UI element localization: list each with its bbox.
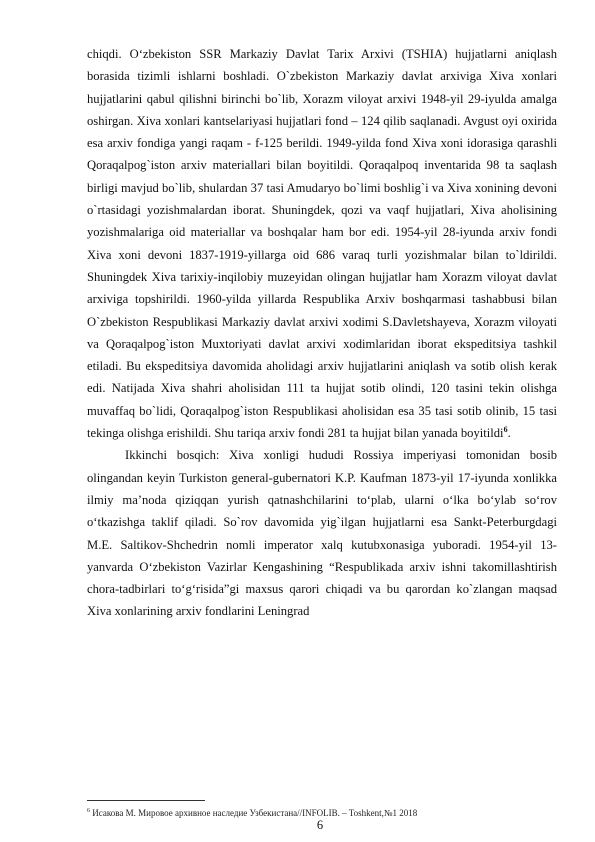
paragraph-1-text: chiqdi. O‘zbekiston SSR Markaziy Davlat Tarix Arxivi (TSHIA) hujjatlarni aniqlash borasida tizimli ishlarni boshladi. O`zbekiston Markaziy davlat arxiviga Xiva xonlari hujjatlarini qabul qilishni birinchi bo`lib, Xorazm viloyat arxivi 1948-yil 29-iyulda amalga oshirgan. Xiva xonlari kantselariyasi hujjatlari fond – 124 qilib saqlanadi. Avgust oyi oxirida esa arxiv fondiga yangi raqam - f-125 berildi. 1949-yilda fond Xiva xoni idorasiga qarashli Qoraqalpog`iston arxiv materiallari bilan boyitildi. Qoraqalpoq inventarida 98 ta saqlash birligi mavjud bo`lib, shulardan 37 tasi Amudaryo bo`limi boshlig`i va Xiva xonining devoni o`rtasidagi yozishmalardan iborat. Shuningdek, qozi va vaqf hujjatlari, Xiva aholisining yozishmalariga oid materiallar va boshqalar ham bor edi. 1954-yil 28-iyunda arxiv fondi Xiva xoni devoni 1837-1919-yillarga oid 686 varaq turli yozishmalar bilan to`ldirildi. Shuningdek Xiva tarixiy-inqilobiy muzeyidan olingan hujjatlar ham Xorazm viloyat davlat arxiviga topshirildi. 1960-yilda yillarda Respublika Arxiv boshqarmasi tashabbusi bilan O`zbekiston Respublikasi Markaziy davlat arxivi xodimi S.Davletshayeva, Xorazm viloyati va Qoraqalpog`iston Muxtoriyati davlat arxivi xodimlaridan iborat ekspeditsiya tashkil etiladi. Bu ekspeditsiya davomida aholidagi arxiv hujjatlarini aniqlash va sotib olish kerak edi. Natijada Xiva shahri aholisidan 111 ta hujjat sotib olindi, 120 tasini tekin olishga muvaffaq bo`lidi, Qoraqalpog`iston Respublikasi aholisidan esa 35 tasi sotib olinib, 15 tasi tekinga olishga erishildi. Shu tariqa arxiv fondi 281 ta hujjat bilan yanada boyitildi	[87, 47, 557, 441]
page-number: 6	[316, 818, 324, 832]
footnote-divider	[87, 800, 205, 801]
footnote-number: 6	[87, 808, 90, 814]
footnote-text: Исакова М. Мировое архивное наследие Узбекистана//INFOLIB. – Toshkent,№1 2018	[92, 808, 418, 818]
main-text	[87, 43, 557, 623]
paragraph-1	[87, 43, 557, 444]
footnote-reference[interactable]: 6	[503, 424, 508, 434]
paragraph-1-end: .	[507, 426, 511, 441]
paragraph-2: Ikkinchi bosqich: Xiva xonligi hududi Rossiya imperiyasi tomonidan bosib olingandan keyin Turkiston general-gubernatori K.P. Kaufman 1873-yil 17-iyunda xonlikka ilmiy ma’noda qiziqqan yurish qatnashchilarini to‘plab, ularni o‘lka bo‘ylab so‘rov o‘tkazishga taklif qiladi. So`rov davomida yig`ilgan hujjatlarni esa Sankt-Peterburgdagi M.E. Saltikov-Shchedrin nomli imperator xalq kutubxonasiga yuboradi. 1954-yil 13-yanvarda O‘zbekiston Vazirlar Kengashining “Respublikada arxiv ishni takomillashtirish chora-tadbirlari to‘g‘risida”gi maxsus qarori chiqadi va bu qarordan ko`zlangan maqsad Xiva xonlarining arxiv fondlarini Leningrad	[87, 448, 557, 619]
